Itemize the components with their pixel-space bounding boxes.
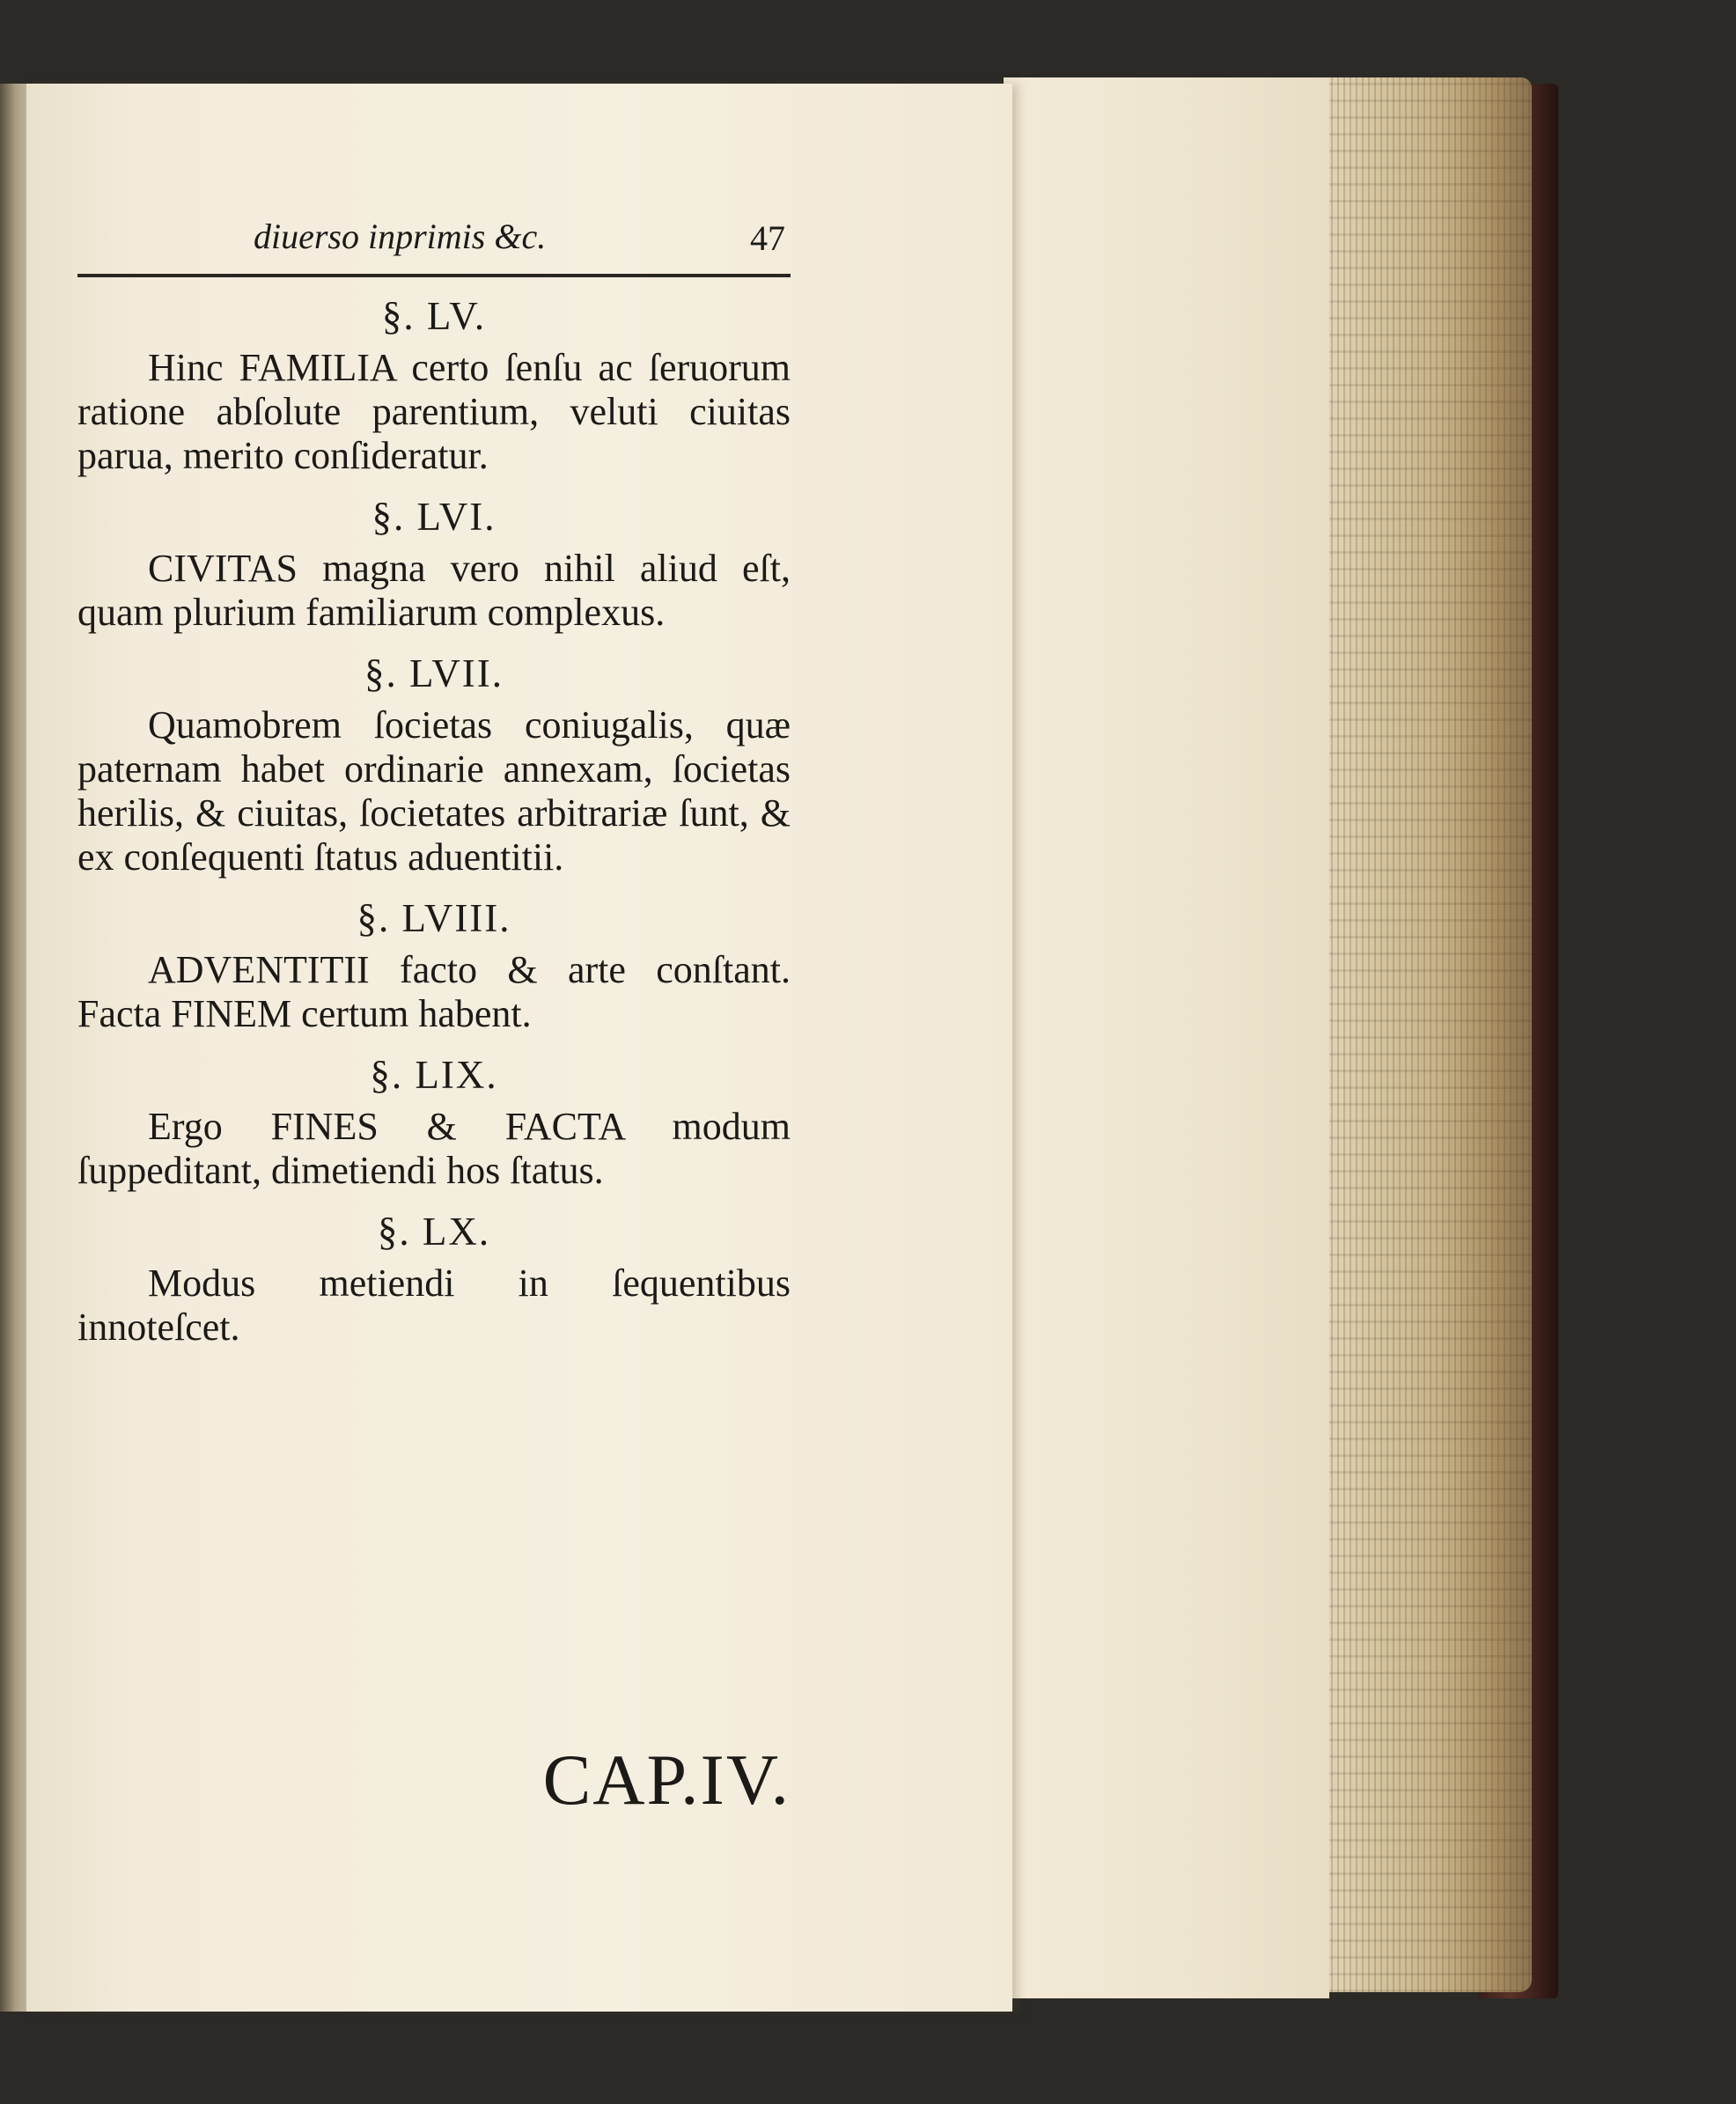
section-text: Hinc FAMILIA certo ſenſu ac ſeruorum ratione abſolute parentium, veluti ciuitas parua, merito conſideratur. bbox=[77, 346, 791, 477]
page-header bbox=[77, 216, 791, 277]
section-heading: §. LV. bbox=[381, 294, 487, 338]
following-pages bbox=[1004, 77, 1329, 1998]
section-lvii bbox=[77, 651, 791, 879]
book-page bbox=[26, 84, 1012, 2012]
section-text: Ergo FINES & FACTA modum ſuppeditant, dimetiendi hos ſtatus. bbox=[77, 1105, 791, 1192]
section-lx bbox=[77, 1209, 791, 1350]
section-text: ADVENTITII facto & arte conſtant. Facta FINEM certum habent. bbox=[77, 948, 791, 1035]
running-title: diuerso inprimis &c. bbox=[254, 217, 547, 256]
section-lv bbox=[77, 293, 791, 478]
section-lviii bbox=[77, 895, 791, 1036]
section-heading: §. LVIII. bbox=[357, 896, 511, 940]
section-lvi bbox=[77, 494, 791, 635]
catchword-chapter: CAP.IV. bbox=[542, 1740, 791, 1820]
text-block bbox=[77, 216, 791, 1820]
section-text: Quamobrem ſocietas coniugalis, quæ paternam habet ordinarie annexam, ſocietas herilis, & ciuitas, ſocietates arbitrariæ ſunt, & ex conſequenti ſtatus aduentitii. bbox=[77, 703, 791, 879]
section-text: CIVITAS magna vero nihil aliud eſt, quam plurium familiarum complexus. bbox=[77, 547, 791, 634]
section-heading: §. LX. bbox=[377, 1210, 491, 1254]
section-heading: §. LVII. bbox=[364, 651, 504, 695]
page-number: 47 bbox=[750, 218, 785, 258]
section-heading: §. LIX. bbox=[370, 1053, 498, 1097]
section-heading: §. LVI. bbox=[371, 495, 497, 539]
section-lix bbox=[77, 1052, 791, 1193]
page-edges bbox=[1294, 77, 1532, 1992]
section-text: Modus metiendi in ſequentibus innoteſcet. bbox=[77, 1262, 791, 1349]
